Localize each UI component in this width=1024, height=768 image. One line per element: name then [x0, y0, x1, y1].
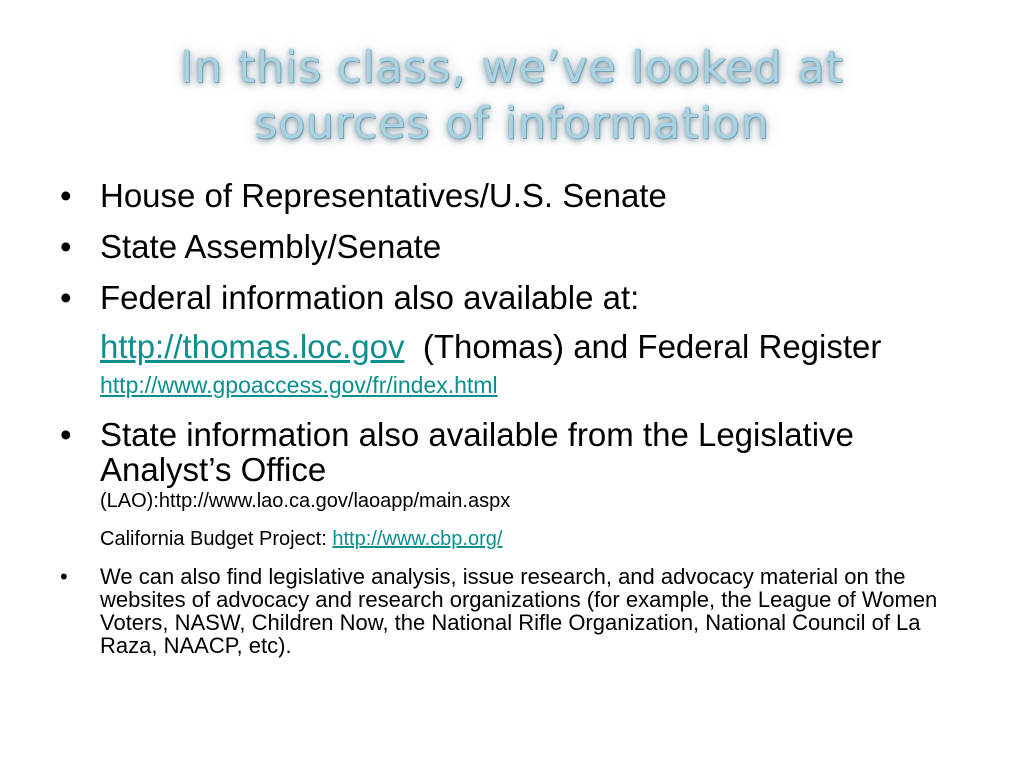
- slide-title: [40, 40, 984, 152]
- list-item: [60, 565, 960, 657]
- list-item: [60, 280, 960, 315]
- list-item-text: State Assembly/Senate: [100, 228, 442, 265]
- cbp-label: California Budget Project:: [100, 528, 327, 550]
- bullet-icon: •: [60, 564, 68, 589]
- bullet-icon: •: [60, 279, 72, 316]
- lao-text: (LAO):http://www.lao.ca.gov/laoapp/main.aspx: [100, 490, 511, 512]
- list-item-text: Federal information also available at:: [100, 279, 640, 316]
- gpoaccess-link[interactable]: http://www.gpoaccess.gov/fr/index.html: [100, 372, 498, 398]
- bullet-icon: •: [60, 416, 72, 453]
- bullet-icon: •: [60, 177, 72, 214]
- federal-register-text: (Thomas) and Federal Register: [422, 328, 882, 365]
- list-item: [60, 178, 960, 213]
- list-item-text: We can also find legislative analysis, issue research, and advocacy material on the websites of advocacy and research organizations (for example, the League of Women Voters, NASW, Children Now, the National Rifle Organization, National Council of La Raza, NAACP, etc).: [100, 564, 938, 658]
- thomas-link[interactable]: http://thomas.loc.gov: [100, 328, 405, 365]
- title-line-2: sources of information: [254, 98, 770, 149]
- cbp-link[interactable]: http://www.cbp.org/: [332, 528, 503, 550]
- title-line-1: In this class, we’ve looked at: [180, 42, 844, 93]
- list-item: [60, 229, 960, 264]
- cbp-line: [60, 527, 960, 551]
- federal-sources: [60, 329, 960, 403]
- list-item-text: State information also available from the Legislative Analyst’s Office: [100, 416, 854, 488]
- bullet-list: [60, 178, 960, 657]
- bullet-icon: •: [60, 228, 72, 265]
- list-item-text: House of Representatives/U.S. Senate: [100, 177, 667, 214]
- list-item: [60, 417, 960, 487]
